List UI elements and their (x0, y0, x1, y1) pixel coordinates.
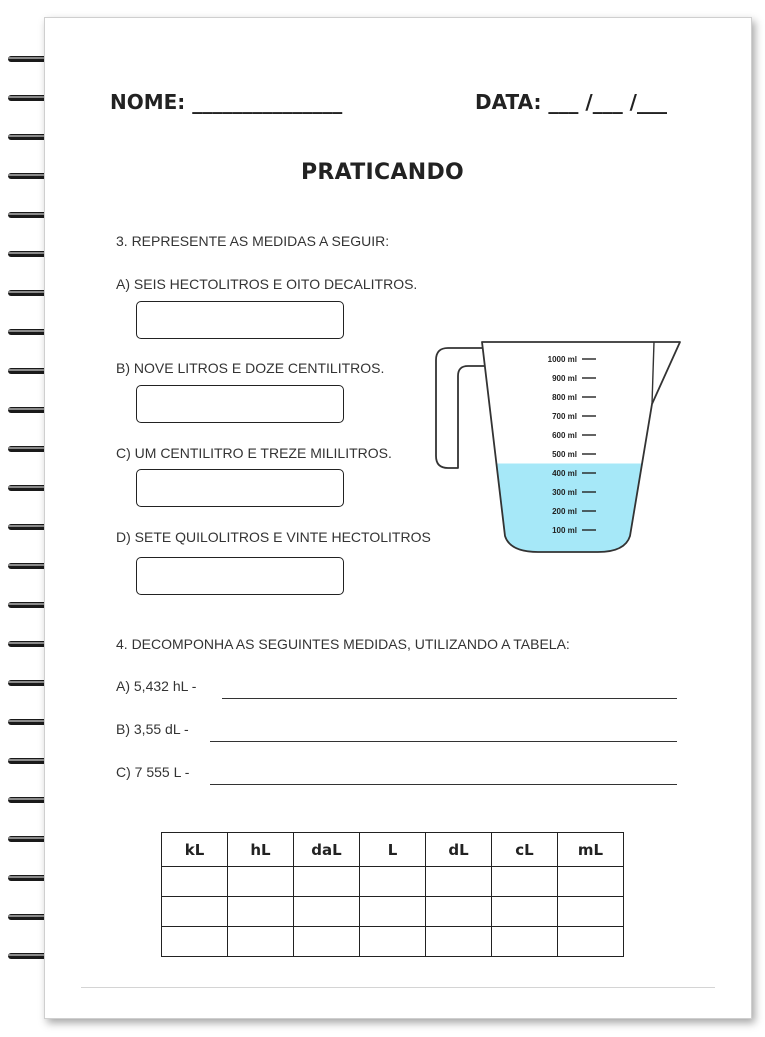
units-table-cell[interactable] (492, 897, 558, 927)
units-table-header: kL (162, 833, 228, 867)
question-4c-label: C) 7 555 L - (116, 764, 190, 780)
units-table-cell[interactable] (426, 927, 492, 957)
answer-line-4c[interactable] (210, 784, 677, 785)
jug-scale-label: 400 ml (552, 469, 577, 478)
jug-scale-label: 800 ml (552, 393, 577, 402)
units-table-row (162, 897, 624, 927)
jug-scale-label: 100 ml (552, 526, 577, 535)
units-table-cell[interactable] (294, 897, 360, 927)
date-field-label: DATA: ___ /___ /___ (475, 90, 667, 114)
units-table-header: dL (426, 833, 492, 867)
units-table-cell[interactable] (492, 867, 558, 897)
jug-scale-label: 1000 ml (547, 355, 577, 364)
units-table-header: L (360, 833, 426, 867)
jug-scale-label: 700 ml (552, 412, 577, 421)
units-table-cell[interactable] (162, 927, 228, 957)
units-table-cell[interactable] (360, 867, 426, 897)
units-table-cell[interactable] (162, 867, 228, 897)
units-table-cell[interactable] (360, 927, 426, 957)
page-title: PRATICANDO (300, 160, 465, 185)
units-table-cell[interactable] (294, 867, 360, 897)
answer-box-3a[interactable] (136, 301, 344, 339)
units-table-cell[interactable] (426, 897, 492, 927)
question-3a-label: A) SEIS HECTOLITROS E OITO DECALITROS. (116, 276, 418, 292)
page-bottom-divider (81, 987, 715, 988)
answer-box-3d[interactable] (136, 557, 344, 595)
units-table-cell[interactable] (228, 927, 294, 957)
answer-box-3c[interactable] (136, 469, 344, 507)
units-table-header: hL (228, 833, 294, 867)
name-field-label: NOME: _______________ (110, 90, 343, 114)
units-table-header: daL (294, 833, 360, 867)
question-4a-label: A) 5,432 hL - (116, 678, 197, 694)
jug-scale-label: 600 ml (552, 431, 577, 440)
units-table-cell[interactable] (558, 867, 624, 897)
question-3c-label: C) UM CENTILITRO E TREZE MILILITROS. (116, 445, 392, 461)
units-table-row (162, 927, 624, 957)
answer-line-4b[interactable] (210, 741, 677, 742)
question-4-prompt: 4. DECOMPONHA AS SEGUINTES MEDIDAS, UTILIZANDO A TABELA: (116, 636, 570, 652)
jug-handle (436, 348, 485, 468)
answer-line-4a[interactable] (222, 698, 677, 699)
jug-spout (652, 342, 654, 404)
question-3b-label: B) NOVE LITROS E DOZE CENTILITROS. (116, 360, 385, 376)
jug-scale-label: 500 ml (552, 450, 577, 459)
units-table-cell[interactable] (294, 927, 360, 957)
measuring-jug-icon (430, 338, 692, 560)
units-table-header: cL (492, 833, 558, 867)
units-table-cell[interactable] (228, 897, 294, 927)
units-table (161, 832, 624, 957)
answer-box-3b[interactable] (136, 385, 344, 423)
units-table-row (162, 867, 624, 897)
units-table-cell[interactable] (426, 867, 492, 897)
units-table-cell[interactable] (228, 867, 294, 897)
units-table-cell[interactable] (558, 897, 624, 927)
question-3d-label: D) SETE QUILOLITROS E VINTE HECTOLITROS (116, 529, 431, 545)
units-table-cell[interactable] (360, 897, 426, 927)
jug-scale-label: 200 ml (552, 507, 577, 516)
units-table-cell[interactable] (492, 927, 558, 957)
jug-scale-label: 300 ml (552, 488, 577, 497)
units-table-cell[interactable] (162, 897, 228, 927)
question-4b-label: B) 3,55 dL - (116, 721, 189, 737)
units-table-header: mL (558, 833, 624, 867)
question-3-prompt: 3. REPRESENTE AS MEDIDAS A SEGUIR: (116, 233, 390, 249)
units-table-cell[interactable] (558, 927, 624, 957)
jug-scale-label: 900 ml (552, 374, 577, 383)
